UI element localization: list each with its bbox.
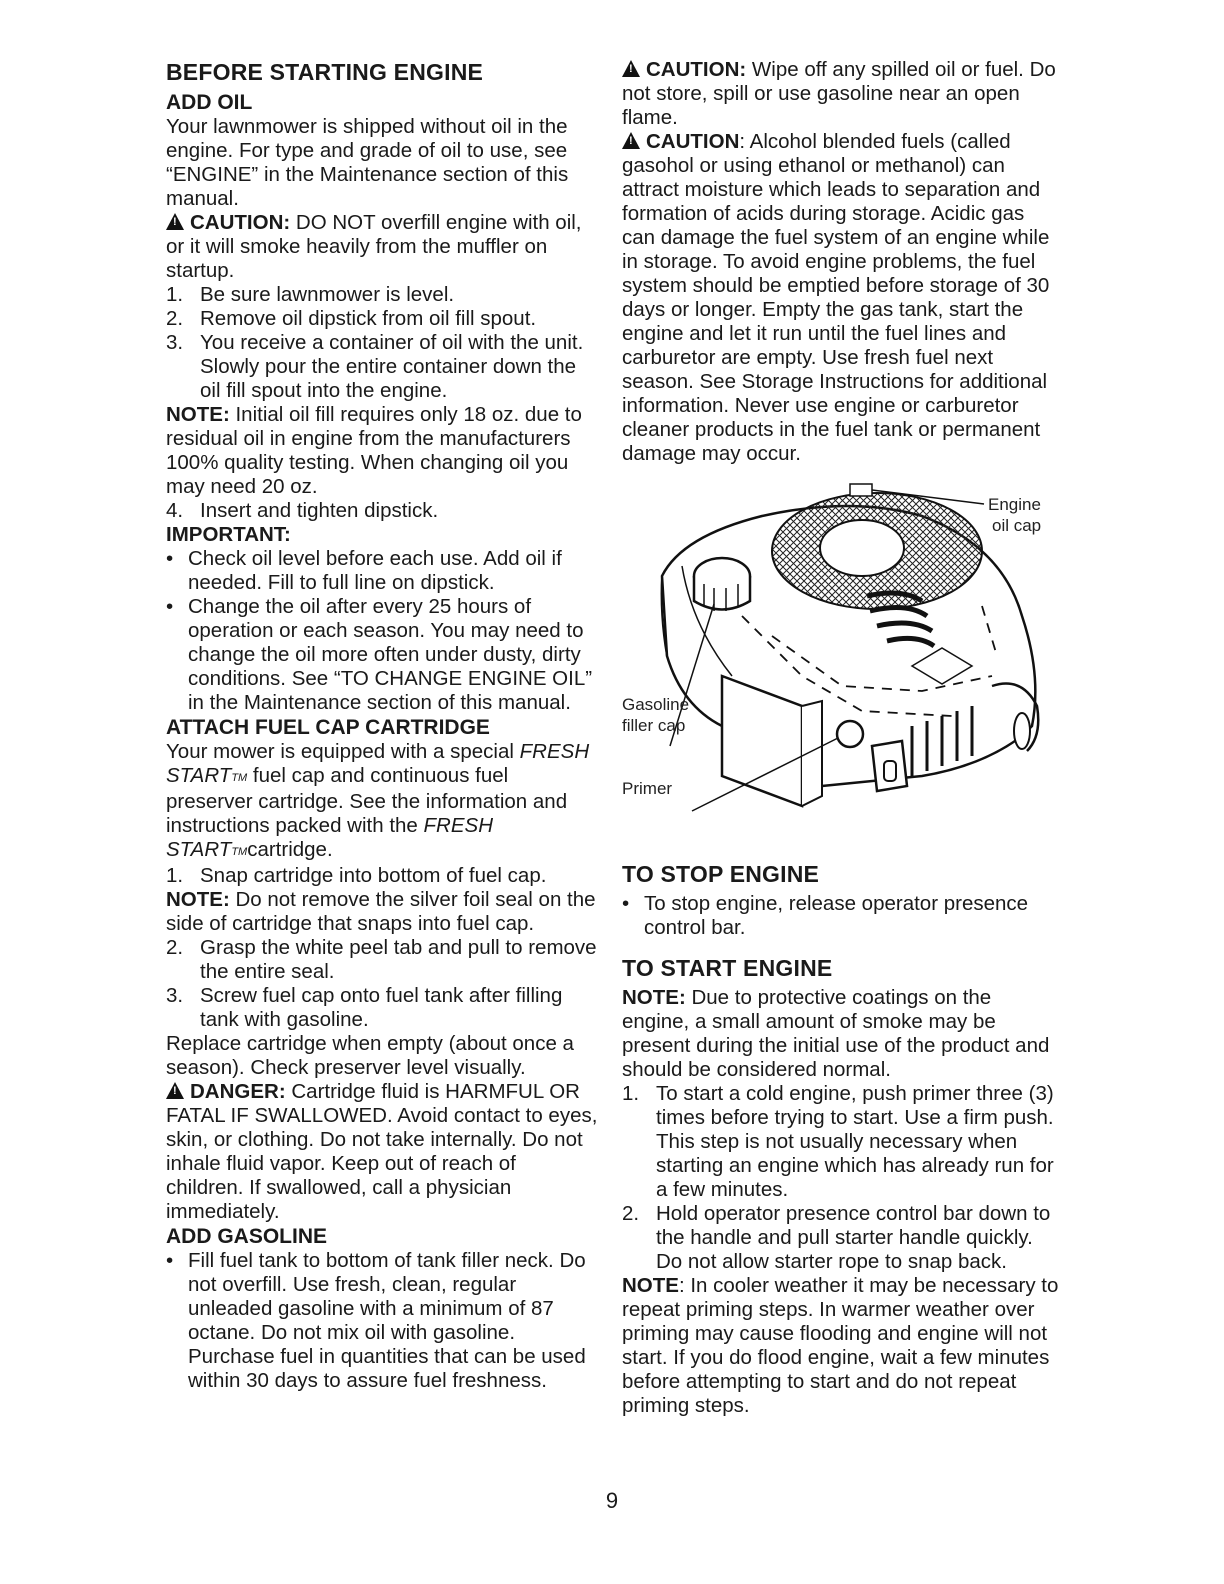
note-label: NOTE: [622, 1274, 679, 1297]
bullet-icon: •: [166, 595, 174, 618]
step-text: Remove oil dipstick from oil fill spout.: [200, 307, 537, 330]
important-bullets: [166, 547, 598, 715]
heading-fuel-cap-cartridge: ATTACH FUEL CAP CARTRIDGE: [166, 716, 490, 739]
list-item: [166, 984, 598, 1032]
danger-text: Cartridge fluid is HARMFUL OR FATAL IF SWALLOWED. Avoid contact to eyes, skin, or clothing. Do not take internally. Do not inhale fluid vapor. Keep out of reach of children. If swallowed, call a physician immediately.: [166, 1080, 598, 1223]
step-text: Be sure lawnmower is level.: [200, 283, 455, 306]
list-item: [622, 892, 1062, 940]
note-label: NOTE:: [166, 403, 230, 426]
list-item: [166, 499, 598, 523]
label-line: Engine: [988, 495, 1041, 514]
bullet-icon: •: [622, 892, 630, 915]
heading-stop-engine: TO STOP ENGINE: [622, 861, 820, 887]
list-item: [166, 1249, 598, 1393]
step-number: 3.: [166, 331, 184, 354]
step-number: 1.: [622, 1082, 640, 1105]
step-text: Screw fuel cap onto fuel tank after filling tank with gasoline.: [200, 984, 563, 1031]
caution-text: DO NOT overfill engine with oil, or it will smoke heavily from the muffler on startup.: [166, 211, 582, 282]
bullet-text: Check oil level before each use. Add oil if needed. Fill to full line on dipstick.: [188, 547, 562, 594]
right-column: [622, 58, 1062, 1418]
bullet-icon: •: [166, 1249, 174, 1272]
caution-alcohol-fuels: [622, 130, 1062, 466]
add-oil-steps: [166, 283, 598, 403]
step-number: 4.: [166, 499, 184, 522]
caution-label: CAUTION:: [646, 58, 747, 81]
warning-triangle-icon: [166, 1082, 184, 1099]
list-item: [166, 936, 598, 984]
step-number: 1.: [166, 864, 184, 887]
add-oil-intro: Your lawnmower is shipped without oil in the engine. For type and grade of oil to use, see “ENGINE” in the Maintenance section of this manual.: [166, 115, 569, 210]
bullet-text: To stop engine, release operator presence control bar.: [644, 892, 1029, 939]
trademark: TM: [231, 772, 248, 784]
caution-text: : Alcohol blended fuels (called gasohol or using ethanol or methanol) can attract moisture which leads to separation and formation of acids during storage. Acidic gas can damage the fuel system of an engine while in storage. To avoid engine problems, the fuel system should be emptied before storage of 30 days or longer. Empty the gas tank, start the engine and let it run until the fuel lines and carburetor are empty. Use fresh fuel next season. See Storage Instructions for additional information. Never use engine or carburetor cleaner products in the fuel tank or permanent damage may occur.: [622, 130, 1050, 465]
gasoline-bullets: [166, 1249, 598, 1393]
list-item: [166, 595, 598, 715]
list-item: [622, 1202, 1062, 1274]
step-text: Hold operator presence control bar down to the handle and pull starter handle quickly. Do not allow starter rope to snap back.: [656, 1202, 1051, 1273]
step-text: Grasp the white peel tab and pull to remove the entire seal.: [200, 936, 597, 983]
note-text: Initial oil fill requires only 18 oz. due to residual oil in engine from the manufacturers 100% quality testing. When changing oil you may need 20 oz.: [166, 403, 582, 498]
list-item: [166, 283, 598, 307]
important-label: IMPORTANT:: [166, 523, 291, 546]
step-number: 2.: [166, 307, 184, 330]
add-oil-caution: [166, 211, 598, 283]
heading-add-oil: ADD OIL: [166, 91, 253, 114]
list-item: [166, 547, 598, 595]
step-number: 3.: [166, 984, 184, 1007]
label-engine-oil-cap: [988, 494, 1041, 536]
primer-button: [837, 721, 863, 747]
caution-spill: [622, 58, 1062, 130]
engine-oil-cap: [820, 520, 904, 576]
note-label: NOTE:: [166, 888, 230, 911]
warning-triangle-icon: [622, 60, 640, 77]
label-line: oil cap: [992, 516, 1042, 535]
intro-text: fuel cap and continuous fuel preserver cartridge. See the information and instructions packed with the: [166, 764, 568, 837]
section-title-before-starting: BEFORE STARTING ENGINE: [166, 59, 484, 85]
step-text: You receive a container of oil with the unit. Slowly pour the entire container down the oil fill spout into the engine.: [200, 331, 584, 402]
bullet-text: Change the oil after every 25 hours of operation or each season. You may need to change the oil more often under dusty, dirty conditions. See “TO CHANGE ENGINE OIL” in the Maintenance section of this manual.: [188, 595, 593, 714]
step-number: 2.: [166, 936, 184, 959]
fuel-cap-note: [166, 888, 598, 936]
step-text: To start a cold engine, push primer three (3) times before trying to start. Use a firm push. This step is not usually necessary when starting an engine which has already run for a few minutes.: [656, 1082, 1054, 1201]
start-engine-note-2: [622, 1274, 1062, 1418]
note-text: Do not remove the silver foil seal on the side of cartridge that snaps into fuel cap.: [166, 888, 596, 935]
left-column: [166, 58, 598, 1393]
engine-illustration: [622, 476, 1062, 846]
step-text: Snap cartridge into bottom of fuel cap.: [200, 864, 547, 887]
note-text: Due to protective coatings on the engine, a small amount of smoke may be present during the initial use of the product and should be considered normal.: [622, 986, 1050, 1081]
label-gasoline-filler-cap: [622, 694, 689, 736]
danger-warning: [166, 1080, 598, 1224]
heading-start-engine: TO START ENGINE: [622, 955, 833, 981]
page-number: 9: [605, 1488, 619, 1513]
list-item: [622, 1082, 1062, 1202]
replace-cartridge-text: Replace cartridge when empty (about once a season). Check preserver level visually.: [166, 1032, 574, 1079]
caution-label: CAUTION:: [190, 211, 291, 234]
step-number: 1.: [166, 283, 184, 306]
start-engine-steps: [622, 1082, 1062, 1274]
list-item: [166, 307, 598, 331]
brand-name: FRESH START: [166, 740, 590, 787]
warning-triangle-icon: [622, 132, 640, 149]
label-line: filler cap: [622, 716, 686, 735]
note-text: : In cooler weather it may be necessary to repeat priming steps. In warmer weather over priming may cause flooding and engine will not start. If you do flood engine, wait a few minutes before attempting to start and do not repeat priming steps.: [622, 1274, 1059, 1417]
trademark: TM: [231, 846, 248, 858]
label-primer: Primer: [622, 779, 673, 798]
brand-name: FRESH START: [166, 814, 494, 861]
heading-add-gasoline: ADD GASOLINE: [166, 1225, 328, 1248]
warning-triangle-icon: [166, 213, 184, 230]
list-item: [166, 331, 598, 403]
add-oil-note: [166, 403, 598, 499]
bullet-text: Fill fuel tank to bottom of tank filler neck. Do not overfill. Use fresh, clean, regular unleaded gasoline with a minimum of 87 octane. Do not mix oil with gasoline. Purchase fuel in quantities that can be used within 30 days to assure fuel freshness.: [188, 1249, 586, 1392]
step-number: 2.: [622, 1202, 640, 1225]
caution-label: CAUTION: [646, 130, 740, 153]
label-line: Gasoline: [622, 695, 690, 714]
note-label: NOTE:: [622, 986, 686, 1009]
danger-label: DANGER:: [190, 1080, 286, 1103]
caution-text: Wipe off any spilled oil or fuel. Do not store, spill or use gasoline near an open flame.: [622, 58, 1056, 129]
start-engine-note: [622, 986, 1062, 1082]
list-item: [166, 864, 598, 888]
step-text: Insert and tighten dipstick.: [200, 499, 439, 522]
stop-engine-bullets: [622, 892, 1062, 940]
fuel-cap-intro: [166, 740, 598, 864]
intro-text: Your mower is equipped with a special: [166, 740, 520, 763]
bullet-icon: •: [166, 547, 174, 570]
fuel-cap-steps: [166, 936, 598, 1032]
intro-text: cartridge.: [247, 838, 333, 861]
